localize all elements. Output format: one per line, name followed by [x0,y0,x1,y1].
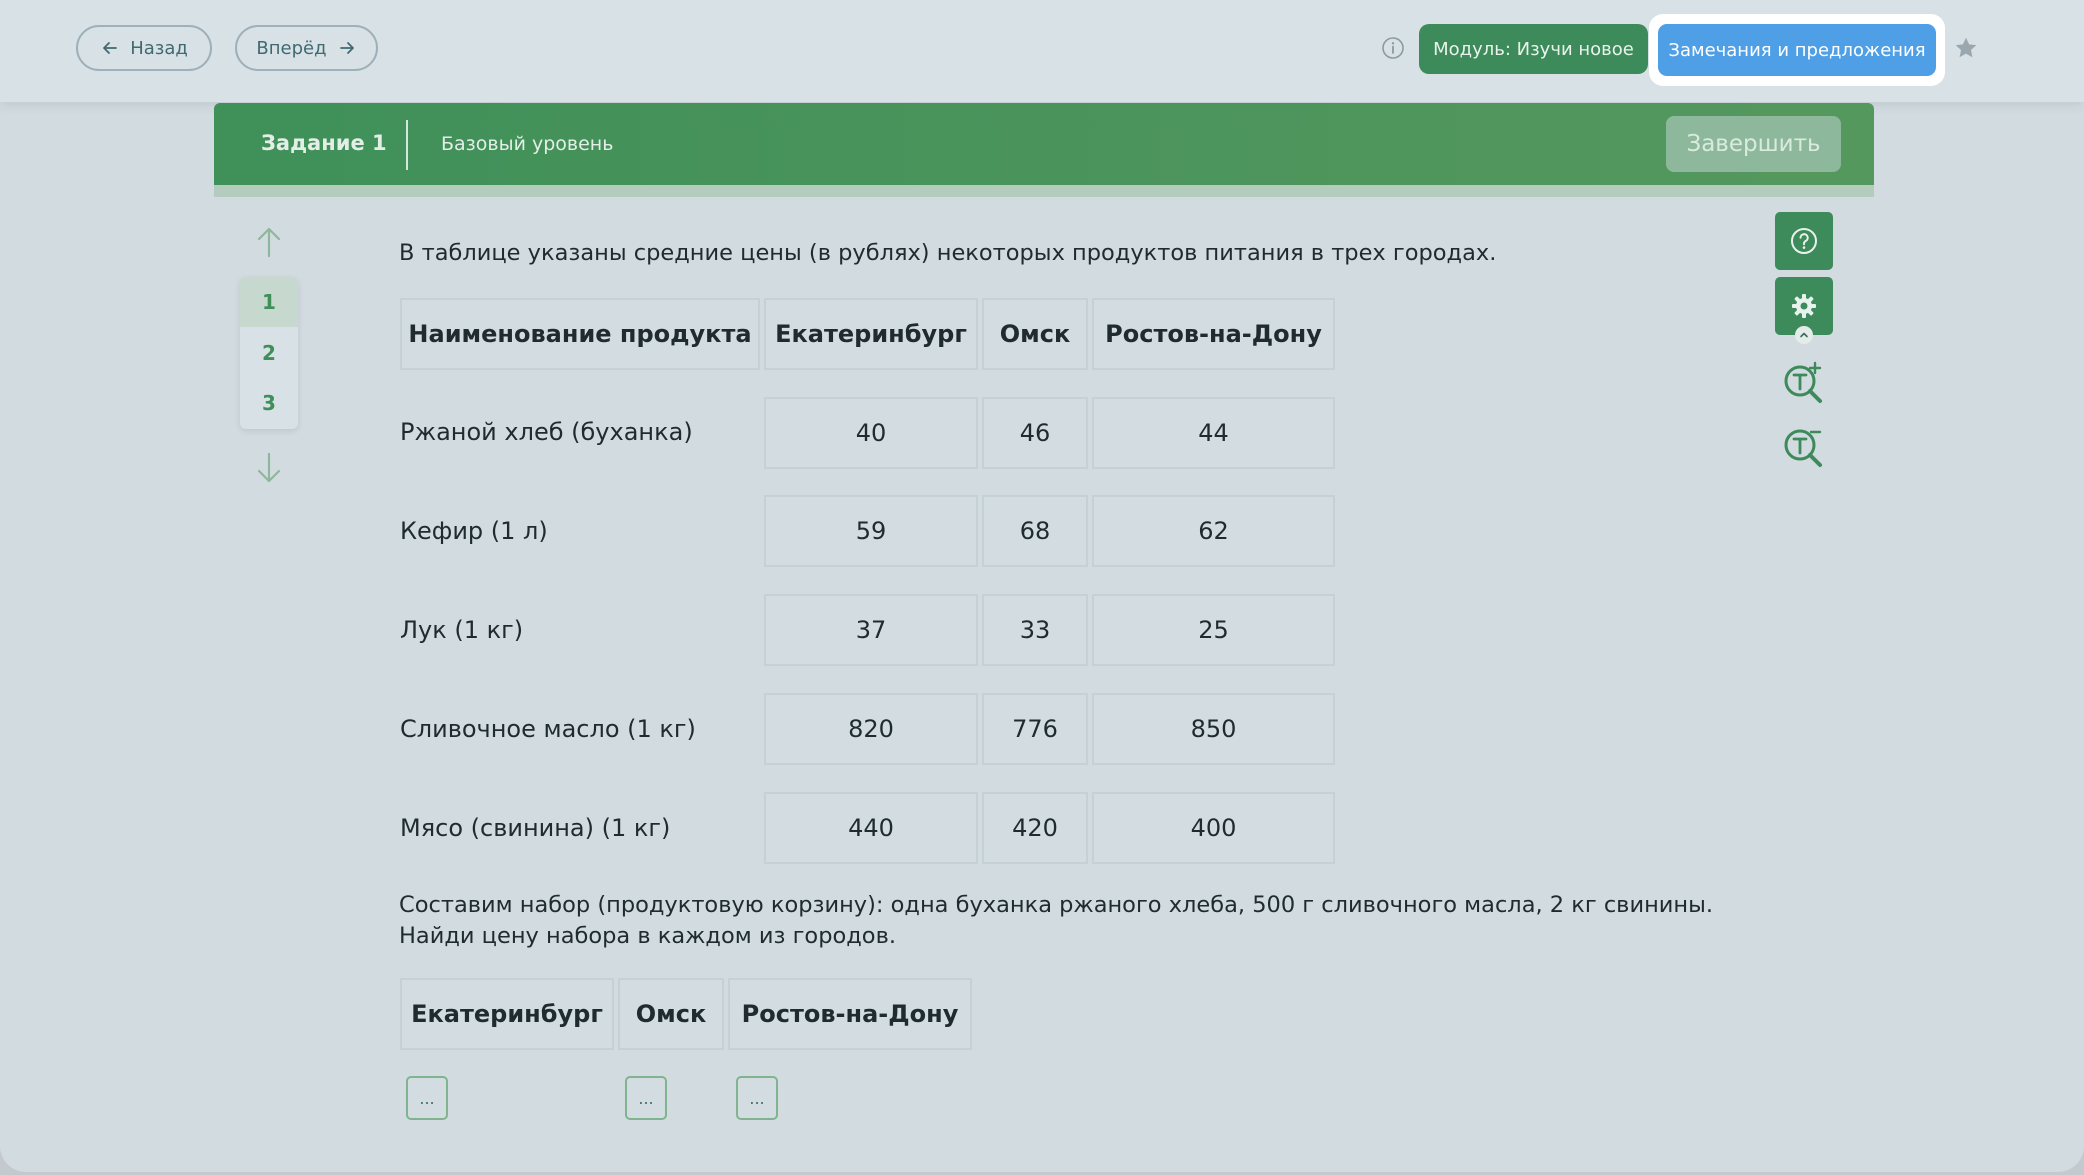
table-row-label: Мясо (свинина) (1 кг) [400,814,671,842]
table-row-label: Сливочное масло (1 кг) [400,715,696,743]
table-row-label: Ржаной хлеб (буханка) [400,418,693,446]
answer-header-rostov: Ростов-на-Дону [728,978,972,1050]
table-header-product: Наименование продукта [400,298,760,370]
arrow-left-icon [100,38,120,58]
table-header-ekaterinburg: Екатеринбург [764,298,978,370]
task-number-list [240,277,298,429]
task-question: Составим набор (продуктовую корзину): одна буханка ржаного хлеба, 500 г сливочного масла, 2 кг свинины. Найди цену набора в каждом из городов. [399,892,1714,949]
table-cell: 400 [1092,792,1335,864]
back-button[interactable] [76,25,212,71]
forward-button[interactable] [235,25,378,71]
answer-input-rostov[interactable]: ... [736,1076,778,1120]
header-progress-strip [214,185,1874,197]
task-title: Задание 1 [261,131,387,155]
answer-header-omsk: Омск [618,978,724,1050]
chevron-up-icon [1798,329,1810,341]
task-number-2[interactable]: 2 [262,341,276,365]
header-divider [406,120,408,170]
table-header-omsk: Омск [982,298,1088,370]
table-header-rostov: Ростов-на-Дону [1092,298,1335,370]
arrow-down-icon[interactable] [254,451,284,485]
info-icon[interactable] [1381,36,1405,60]
table-cell: 68 [982,495,1088,567]
task-level: Базовый уровень [441,133,614,155]
answer-input-ekaterinburg[interactable]: ... [406,1076,448,1120]
text-zoom-out-icon[interactable] [1782,424,1826,468]
table-cell: 33 [982,594,1088,666]
arrow-up-icon[interactable] [254,225,284,259]
help-button[interactable] [1775,212,1833,270]
table-cell: 850 [1092,693,1335,765]
table-row-label: Кефир (1 л) [400,517,548,545]
top-bar [0,0,2084,102]
task-intro: В таблице указаны средние цены (в рублях) некоторых продуктов питания в трех городах. [399,240,1497,266]
star-icon[interactable] [1953,35,1979,61]
back-label: Назад [130,37,188,59]
table-cell: 820 [764,693,978,765]
feedback-highlight [1649,14,1945,86]
table-cell: 40 [764,397,978,469]
table-cell: 440 [764,792,978,864]
table-cell: 62 [1092,495,1335,567]
table-row-label: Лук (1 кг) [400,616,524,644]
arrow-right-icon [337,38,357,58]
table-cell: 420 [982,792,1088,864]
question-icon [1788,225,1820,257]
feedback-label: Замечания и предложения [1668,39,1926,61]
table-cell: 25 [1092,594,1335,666]
text-zoom-in-icon[interactable] [1782,360,1826,404]
answer-input-omsk[interactable]: ... [625,1076,667,1120]
table-cell: 59 [764,495,978,567]
table-cell: 46 [982,397,1088,469]
answer-header-ekaterinburg: Екатеринбург [400,978,614,1050]
gear-icon [1788,290,1820,322]
feedback-button[interactable] [1658,24,1936,76]
table-cell: 776 [982,693,1088,765]
table-cell: 37 [764,594,978,666]
module-button[interactable] [1419,24,1648,74]
table-cell: 44 [1092,397,1335,469]
module-label: Модуль: Изучи новое [1433,38,1634,60]
task-number-1[interactable]: 1 [240,277,298,327]
finish-button[interactable] [1666,116,1841,172]
task-header [214,103,1874,185]
task-number-3[interactable]: 3 [262,391,276,415]
finish-label: Завершить [1686,131,1821,157]
forward-label: Вперёд [256,37,327,59]
collapse-tools-button[interactable] [1795,326,1813,344]
